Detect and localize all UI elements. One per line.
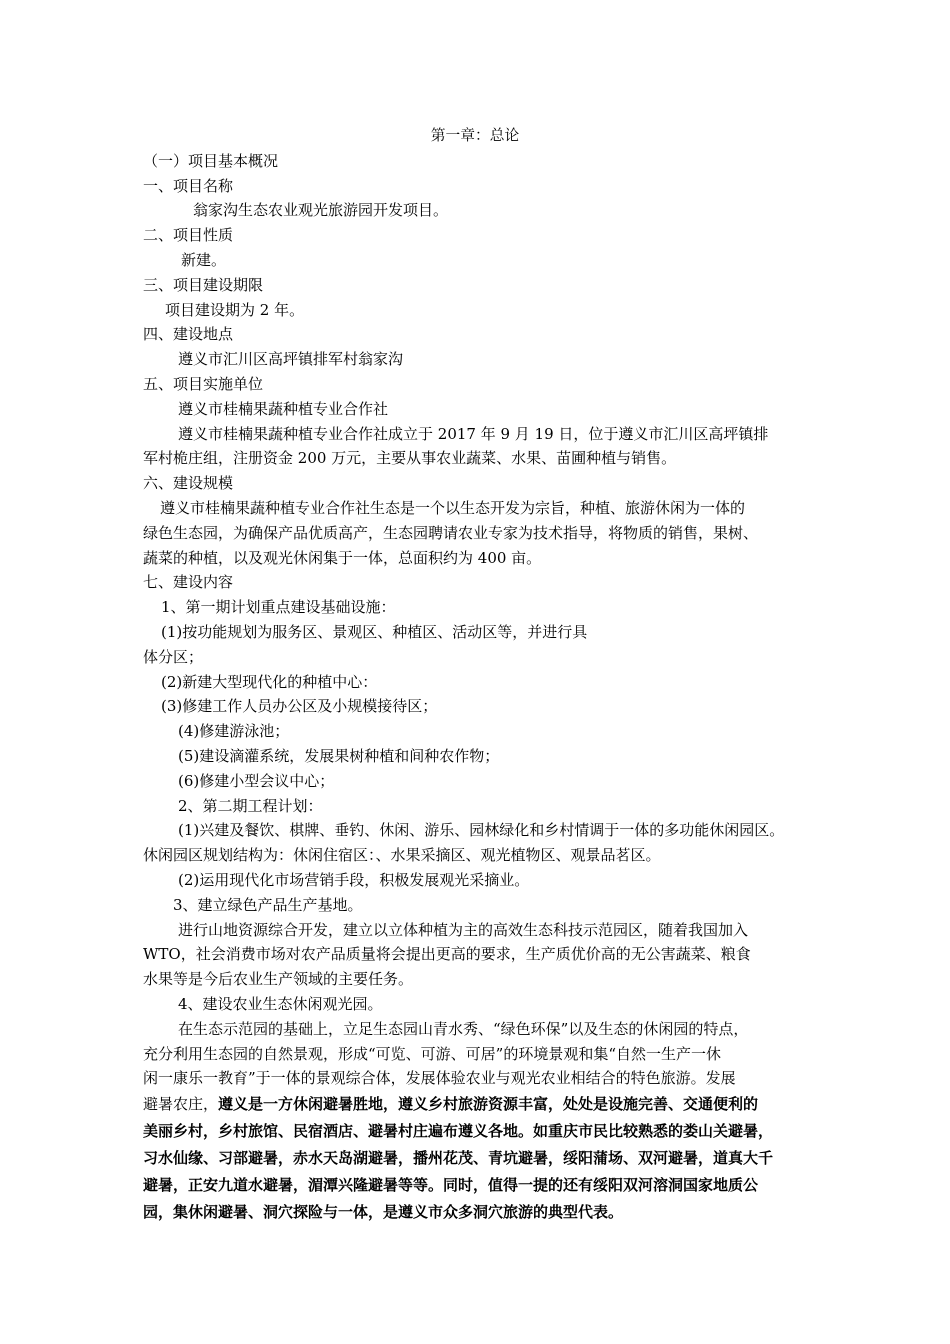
chapter-title: 第一章：总论 [430, 127, 520, 144]
paragraph-line: 充分利用生态园的自然景观，形成“可览、可游、可居”的环境景观和集“自然一生产一休 [143, 1045, 722, 1063]
paragraph-line: (3)修建工作人员办公区及小规模接待区； [161, 697, 438, 715]
paragraph-line: (2)运用现代化市场营销手段，积极发展观光采摘业。 [178, 871, 530, 889]
item-heading: 四、建设地点 [143, 325, 234, 343]
paragraph-line: 新建。 [181, 251, 227, 269]
paragraph-line: 蔬菜的种植，以及观光休闲集于一体，总面积约为 400 亩。 [143, 549, 542, 567]
bold-text-run: 遵义是一方休闲避暑胜地，遵义乡村旅游资源丰富，处处是设施完善、交通便利的 [218, 1095, 759, 1113]
item-heading: 六、建设规模 [143, 474, 234, 492]
item-heading: 五、项目实施单位 [143, 375, 264, 393]
paragraph-line: 3、建立绿色产品生产基地。 [173, 896, 363, 914]
paragraph-line: (4)修建游泳池； [178, 722, 290, 740]
plain-text-run: 避暑农庄， [143, 1095, 219, 1113]
item-heading: 三、项目建设期限 [143, 276, 264, 294]
paragraph-line: 进行山地资源综合开发，建立以立体种植为主的高效生态科技示范园区，随着我国加入 [178, 921, 749, 939]
paragraph-line: 闲一康乐一教育”于一体的景观综合体，发展体验农业与观光农业相结合的特色旅游。发展 [143, 1069, 736, 1087]
item-heading: 七、建设内容 [143, 573, 234, 591]
paragraph-line-mixed [143, 1092, 758, 1117]
paragraph-line: 遵义市桂楠果蔬种植专业合作社 [178, 400, 389, 418]
item-heading: 一、项目名称 [143, 177, 234, 195]
paragraph-line: 2、第二期工程计划： [178, 797, 323, 815]
paragraph-line: 休闲园区规划结构为：休闲住宿区：、水果采摘区、观光植物区、观景品茗区。 [143, 846, 661, 864]
paragraph-line: 军村桅庄组，注册资金 200 万元，主要从事农业蔬菜、水果、苗圃种植与销售。 [143, 449, 677, 467]
bold-paragraph-line: 习水仙缘、习部避暑，赤水天岛湖避暑，播州花茂、青坑避暑，绥阳蒲场、双河避暑，道真大千 [143, 1149, 774, 1167]
paragraph-line: 体分区； [143, 648, 204, 666]
paragraph-line: (2)新建大型现代化的种植中心： [161, 673, 378, 691]
paragraph-line: (6)修建小型会议中心； [178, 772, 335, 790]
paragraph-line: 绿色生态园，为确保产品优质高产，生态园聘请农业专家为技术指导，将物质的销售，果树、 [143, 524, 759, 542]
paragraph-line: 4、建设农业生态休闲观光园。 [178, 995, 383, 1013]
paragraph-line: (5)建设滴灌系统，发展果树种植和间种农作物； [178, 747, 500, 765]
paragraph-line: 遵义市桂楠果蔬种植专业合作社成立于 2017 年 9 月 19 日，位于遵义市汇川区高坪镇排 [178, 425, 769, 443]
paragraph-line: (1)按功能规划为服务区、景观区、种植区、活动区等，并进行具 [161, 623, 588, 641]
paragraph-line: WTO，社会消费市场对农产品质量将会提出更高的要求，生产质优价高的无公害蔬菜、粮食 [143, 945, 751, 963]
bold-paragraph-line: 园，集休闲避暑、洞穴探险与一体，是遵义市众多洞穴旅游的典型代表。 [143, 1203, 624, 1221]
paragraph-line: 翁家沟生态农业观光旅游园开发项目。 [193, 201, 449, 219]
bold-paragraph-line: 美丽乡村，乡村旅馆、民宿酒店、避暑村庄遍布遵义各地。如重庆市民比较熟悉的娄山关避暑， [143, 1122, 774, 1140]
paragraph-line: 水果等是今后农业生产领域的主要任务。 [143, 970, 414, 988]
paragraph-line: 1、第一期计划重点建设基础设施： [161, 598, 396, 616]
paragraph-line: 遵义市汇川区高坪镇排军村翁家沟 [178, 350, 404, 368]
paragraph-line: (1)兴建及餐饮、棋牌、垂钓、休闲、游乐、园林绿化和乡村情调于一体的多功能休闲园区。 [178, 821, 785, 839]
paragraph-line: 遵义市桂楠果蔬种植专业合作社生态是一个以生态开发为宗旨，种植、旅游休闲为一体的 [160, 499, 746, 517]
item-heading: 二、项目性质 [143, 226, 234, 244]
paragraph-line: 在生态示范园的基础上，立足生态园山青水秀、“绿色环保”以及生态的休闲园的特点， [178, 1020, 749, 1038]
section-heading: （一）项目基本概况 [143, 152, 279, 170]
paragraph-line: 项目建设期为 2 年。 [165, 301, 305, 319]
bold-paragraph-line: 避暑，正安九道水避暑，湄潭兴隆避暑等等。同时，值得一提的还有绥阳双河溶洞国家地质公 [143, 1176, 759, 1194]
